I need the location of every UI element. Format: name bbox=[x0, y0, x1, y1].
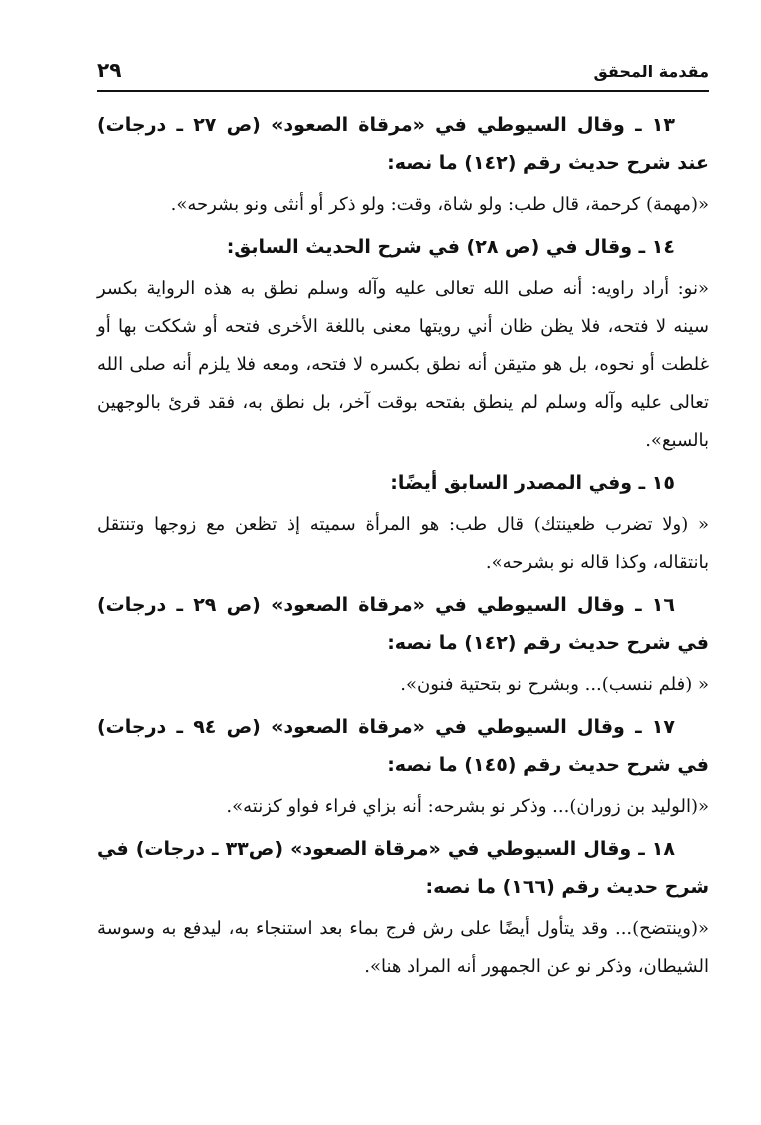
entry-heading-14: ١٤ ـ وقال في (ص ٢٨) في شرح الحديث السابق: bbox=[226, 236, 675, 258]
entry-text-14: «نو: أراد راويه: أنه صلى الله تعالى عليه وآله وسلم نطق به هذه الرواية بكسر سينه لا فتحه، فلا يظن ظان أني رويتها معنى باللغة الأخرى فتحه أو شككت بها أو غلطت أو نحوه، بل هو متيقن أنه نطق بكسره لا فتحه، ومعه فلا يلزم أنه صلى الله تعالى عليه وآله وسلم لم ينطق بفتحه بوقت آخر، بل نطق به، فقد قرئ بالوجهين بالسبع». bbox=[97, 278, 709, 451]
entry-heading-17: ١٧ ـ وقال السيوطي في «مرقاة الصعود» (ص ٩٤ ـ درجات) في شرح حديث رقم (١٤٥) ما نصه: bbox=[97, 716, 709, 776]
page-header bbox=[97, 48, 709, 92]
entry-heading-18: ١٨ ـ وقال السيوطي في «مرقاة الصعود» (ص٣٣ ـ درجات) في شرح حديث رقم (١٦٦) ما نصه: bbox=[97, 838, 709, 898]
entry-heading-13: ١٣ ـ وقال السيوطي في «مرقاة الصعود» (ص ٢٧ ـ درجات) عند شرح حديث رقم (١٤٢) ما نصه: bbox=[97, 114, 709, 174]
page-body bbox=[97, 92, 709, 986]
page-number: ٢٩ bbox=[97, 58, 122, 82]
entry-text-16: « (فلم ننسب)... وبشرح نو بتحتية فنون». bbox=[400, 674, 709, 695]
entry-text-18: «(وينتضح)... وقد يتأول أيضًا على رش فرج بماء بعد استنجاء به، ليدفع به وسوسة الشيطان، وذكر نو عن الجمهور أنه المراد هنا». bbox=[97, 918, 709, 977]
entry-text-15: « (ولا تضرب ظعينتك) قال طب: هو المرأة سميته إذ تظعن مع زوجها وتنتقل بانتقاله، وكذا قاله نو بشرحه». bbox=[97, 514, 709, 573]
entry-text-17: «(الوليد بن زوران)... وذكر نو بشرحه: أنه بزاي فراء فواو كزنته». bbox=[226, 796, 709, 817]
entry-text-13: «(مهمة) كرحمة، قال طب: ولو شاة، وقت: ولو ذكر أو أنثى ونو بشرحه». bbox=[170, 194, 709, 215]
entry-heading-15: ١٥ ـ وفي المصدر السابق أيضًا: bbox=[390, 472, 675, 494]
document-page bbox=[97, 48, 709, 990]
entry-heading-16: ١٦ ـ وقال السيوطي في «مرقاة الصعود» (ص ٢٩ ـ درجات) في شرح حديث رقم (١٤٢) ما نصه: bbox=[97, 594, 709, 654]
running-title: مقدمة المحقق bbox=[593, 62, 709, 81]
